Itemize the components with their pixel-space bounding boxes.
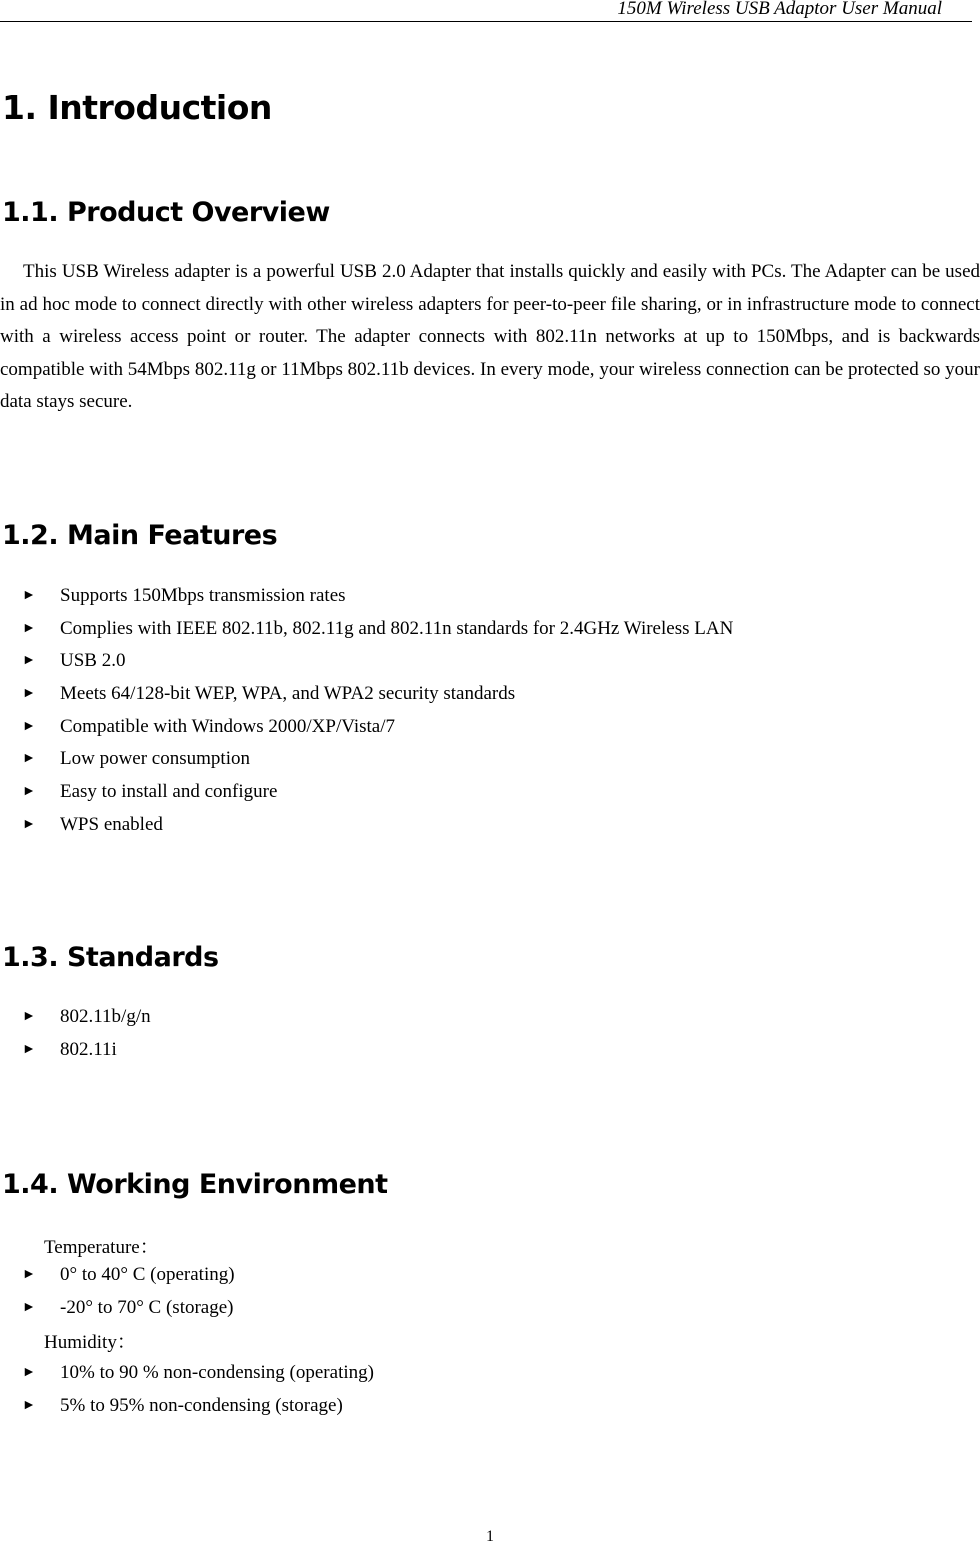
header-divider <box>0 21 972 22</box>
bullet-arrow-icon: ► <box>22 620 36 636</box>
bullet-arrow-icon: ► <box>22 784 36 800</box>
bullet-arrow-icon: ► <box>22 1041 36 1057</box>
bullet-arrow-icon: ► <box>22 588 36 603</box>
bullet-arrow-icon: ► <box>22 1299 36 1315</box>
bullet-arrow-icon: ► <box>22 1009 36 1024</box>
page-number: 1 <box>486 1528 494 1545</box>
bullet-arrow-icon: ► <box>22 1365 36 1380</box>
section-heading-overview: 1.1. Product Overview <box>2 197 330 228</box>
bullet-arrow-icon: ► <box>22 1397 36 1413</box>
humidity-label: Humidity： <box>44 1332 136 1353</box>
overview-paragraph: This USB Wireless adapter is a powerful USB 2.0 Adapter that installs quickly and easily with PCs. The Adapter can be used in ad hoc mode to connect directly with other wireless adapters for peer-to-peer file sharing, or in infrastructure mode to connect with a wireless access point or router. The adapter connects with 802.11n networks at up to 150Mbps, and is backwards compatible with 54Mbps 802.11g or 11Mbps 802.11b devices. In every mode, your wireless connection can be protected so your data stays secure. <box>0 261 980 412</box>
bullet-arrow-icon: ► <box>22 816 36 832</box>
section-heading-environment: 1.4. Working Environment <box>2 1169 388 1200</box>
bullet-arrow-icon: ► <box>22 686 36 702</box>
section-heading-standards: 1.3. Standards <box>2 942 219 973</box>
running-header-title: 150M Wireless USB Adaptor User Manual <box>617 0 942 19</box>
section-heading-features: 1.2. Main Features <box>2 520 278 551</box>
bullet-arrow-icon: ► <box>22 751 36 767</box>
bullet-arrow-icon: ► <box>22 1267 36 1282</box>
bullet-arrow-icon: ► <box>22 653 36 669</box>
chapter-title: 1. Introduction <box>2 88 272 127</box>
bullet-arrow-icon: ► <box>22 718 36 734</box>
temperature-label: Temperature： <box>44 1237 159 1258</box>
